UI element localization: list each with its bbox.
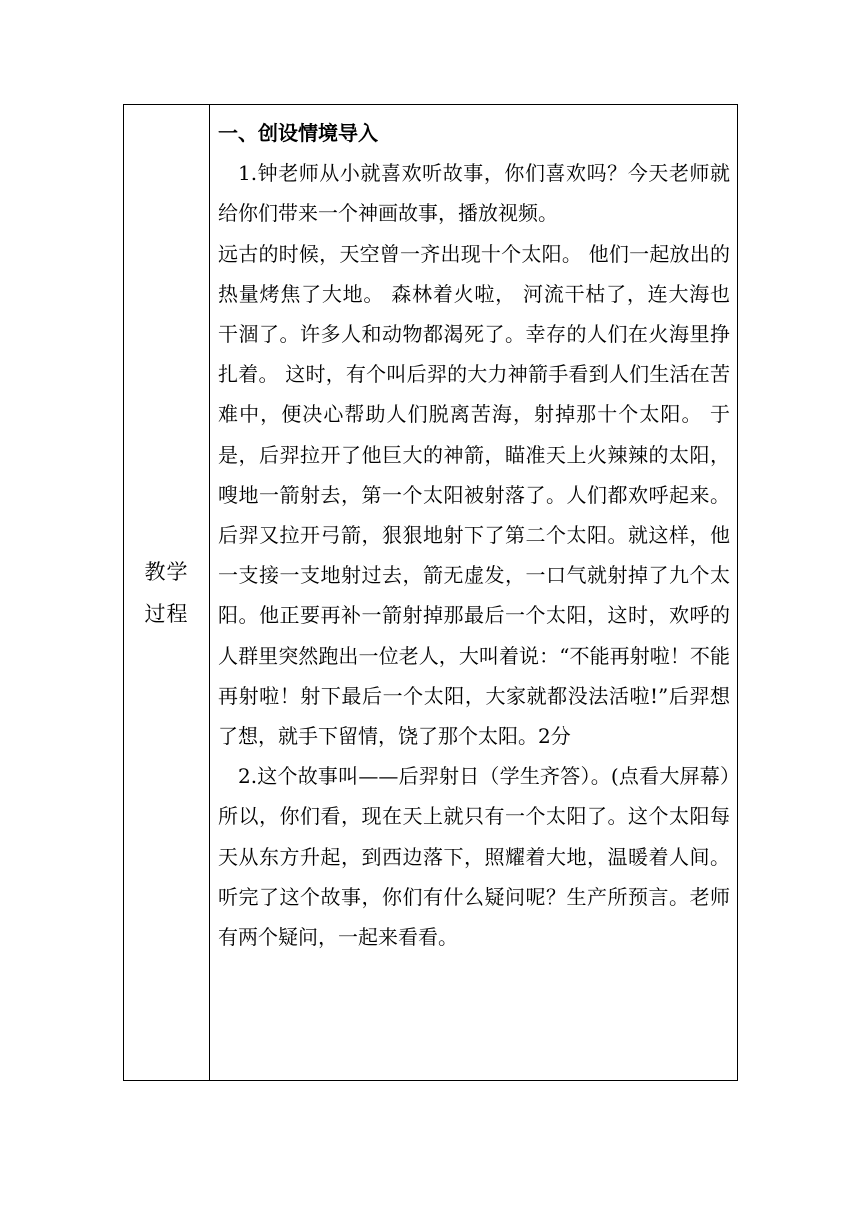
lesson-plan-table	[123, 104, 738, 1081]
section-heading: 一、创设情境导入	[218, 121, 378, 145]
row-label: 教学过程	[144, 559, 189, 626]
paragraph-story: 远古的时候，天空曾一齐出现十个太阳。 他们一起放出的热量烤焦了大地。 森林着火啦， 河流干枯了，连大海也干涸了。许多人和动物都渴死了。幸存的人们在火海里挣扎着。 这时，有个叫后羿的大力神箭手看到人们生活在苦难中，便决心帮助人们脱离苦海，射掉那十个太阳。 于是，后羿拉开了他巨大的神箭，瞄准天上火辣辣的太阳，嗖地一箭射去，第一个太阳被射落了。人们都欢呼起来。后羿又拉开弓箭，狠狠地射下了第二个太阳。就这样，他一支接一支地射过去，箭无虚发，一口气就射掉了九个太阳。他正要再补一箭射掉那最后一个太阳，这时，欢呼的人群里突然跑出一位老人，大叫着说：“不能再射啦！不能再射啦！射下最后一个太阳，大家就都没法活啦!”后羿想了想，就手下留情，饶了那个太阳。2分	[218, 241, 730, 749]
paragraph-question: 2.这个故事叫——后羿射日（学生齐答）。(点看大屏幕）所以，你们看，现在天上就只有一个太阳了。这个太阳每天从东方升起，到西边落下，照耀着大地，温暖着人间。听完了这个故事，你们有什么疑问呢？生产所预言。老师有两个疑问，一起来看看。	[218, 764, 730, 950]
row-label-cell	[124, 105, 210, 1080]
paragraph-intro: 1.钟老师从小就喜欢听故事，你们喜欢吗？今天老师就给你们带来一个神画故事，播放视频。	[218, 161, 730, 226]
row-content-cell	[210, 105, 737, 1080]
